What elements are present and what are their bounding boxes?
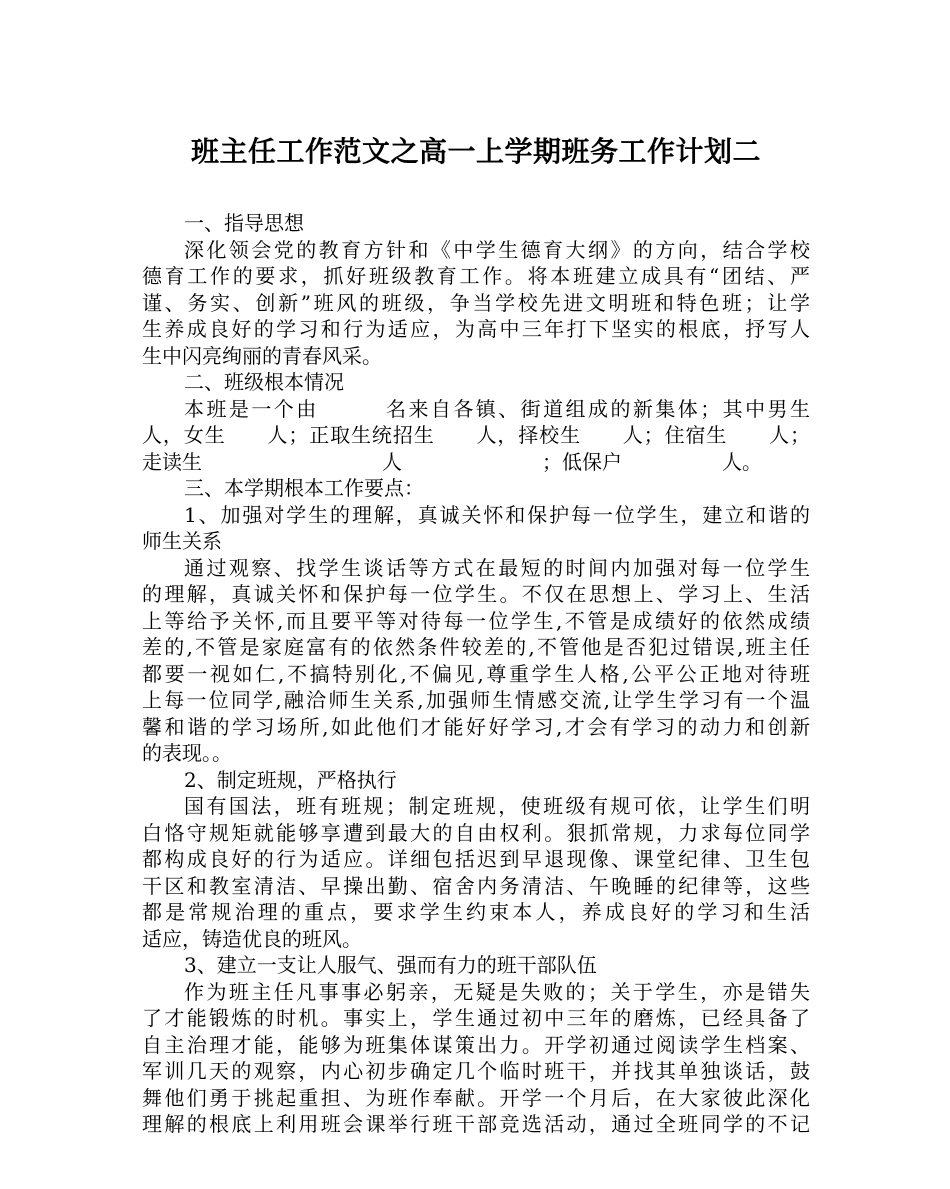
body-line: 走读生 人 ；低保户 人。 — [142, 449, 762, 474]
body-line: 师生关系 — [142, 529, 222, 553]
body-line: 都构成良好的行为适应。详细包括迟到早退现像、课堂纪律、卫生包 — [142, 847, 810, 871]
body-line: 自主治理才能，能够为班集体谋策出力。开学初通过阅读学生档案、 — [142, 1032, 810, 1057]
body-line: 2、制定班规，严格执行 — [184, 767, 397, 792]
body-line: 一、指导思想 — [184, 211, 304, 235]
body-line: 谨、务实、创新”班风的班级，争当学校先进文明班和特色班；让学 — [142, 290, 810, 315]
body-line: 上等给予关怀,而且要平等对待每一位学生,不管是成绩好的依然成绩 — [142, 608, 810, 633]
body-line: 军训几天的观察，内心初步确定几个临时班干，并找其单独谈话，鼓 — [142, 1059, 810, 1083]
body-line: 的表现。。 — [142, 741, 232, 765]
body-line: 白恪守规矩就能够享遭到最大的自由权利。狠抓常规，力求每位同学 — [142, 820, 810, 845]
body-line: 舞他们勇于挑起重担、为班作奉献。开学一个月后，在大家彼此深化 — [142, 1085, 810, 1110]
body-line: 二、班级根本情况 — [184, 370, 344, 394]
body-line: 人，女生 人；正取生统招生 人，择校生 人；住宿生 人； — [142, 423, 810, 447]
body-line: 通过观察、找学生谈话等方式在最短的时间内加强对每一位学生 — [184, 555, 810, 580]
body-line: 都要一视如仁,不搞特别化,不偏见,尊重学生人格,公平公正地对待班 — [142, 661, 810, 686]
body-line: 3、建立一支让人服气、强而有力的班干部队伍 — [184, 953, 597, 977]
document-title: 班主任工作范文之高一上学期班务工作计划二 — [190, 135, 761, 168]
body-line: 三、本学期根本工作要点： — [184, 476, 424, 500]
body-line: 生养成良好的学习和行为适应，为高中三年打下坚实的根底，抒写人 — [142, 317, 810, 341]
body-line: 差的,不管是家庭富有的依然条件较差的,不管他是否犯过错误,班主任 — [142, 635, 810, 659]
document-body — [142, 210, 810, 1138]
body-line: 了才能锻炼的时机。事实上，学生通过初中三年的磨炼，已经具备了 — [142, 1006, 810, 1030]
body-line: 的理解，真诚关怀和保护每一位学生。不仅在思想上、学习上、生活 — [142, 582, 810, 606]
body-line: 本班是一个由 名来自各镇、街道组成的新集体；其中男生 — [184, 396, 810, 421]
body-line: 德育工作的要求，抓好班级教育工作。将本班建立成具有“团结、严 — [142, 264, 810, 288]
body-line: 适应，铸造优良的班风。 — [142, 926, 362, 951]
body-line: 都是常规治理的重点，要求学生约束本人，养成良好的学习和生活 — [142, 900, 810, 924]
body-line: 馨和谐的学习场所,如此他们才能好好学习,才会有学习的动力和创新 — [142, 714, 810, 739]
body-line: 作为班主任凡事事必躬亲，无疑是失败的；关于学生，亦是错失 — [184, 979, 810, 1004]
body-line: 上每一位同学,融洽师生关系,加强师生情感交流,让学生学习有一个温 — [142, 688, 810, 712]
body-line: 生中闪亮绚丽的青春风采。 — [142, 343, 382, 368]
body-line: 深化领会党的教育方针和《中学生德育大纲》的方向，结合学校 — [184, 237, 810, 262]
body-line: 1、加强对学生的理解，真诚关怀和保护每一位学生，建立和谐的 — [184, 502, 810, 527]
body-line: 国有国法，班有班规；制定班规，使班级有规可依，让学生们明 — [184, 794, 810, 818]
body-line: 理解的根底上利用班会课举行班干部竞选活动，通过全班同学的不记 — [142, 1112, 810, 1136]
document-page — [142, 130, 810, 1138]
body-line: 干区和教室清洁、早操出勤、宿舍内务清洁、午晚睡的纪律等，这些 — [142, 873, 810, 898]
